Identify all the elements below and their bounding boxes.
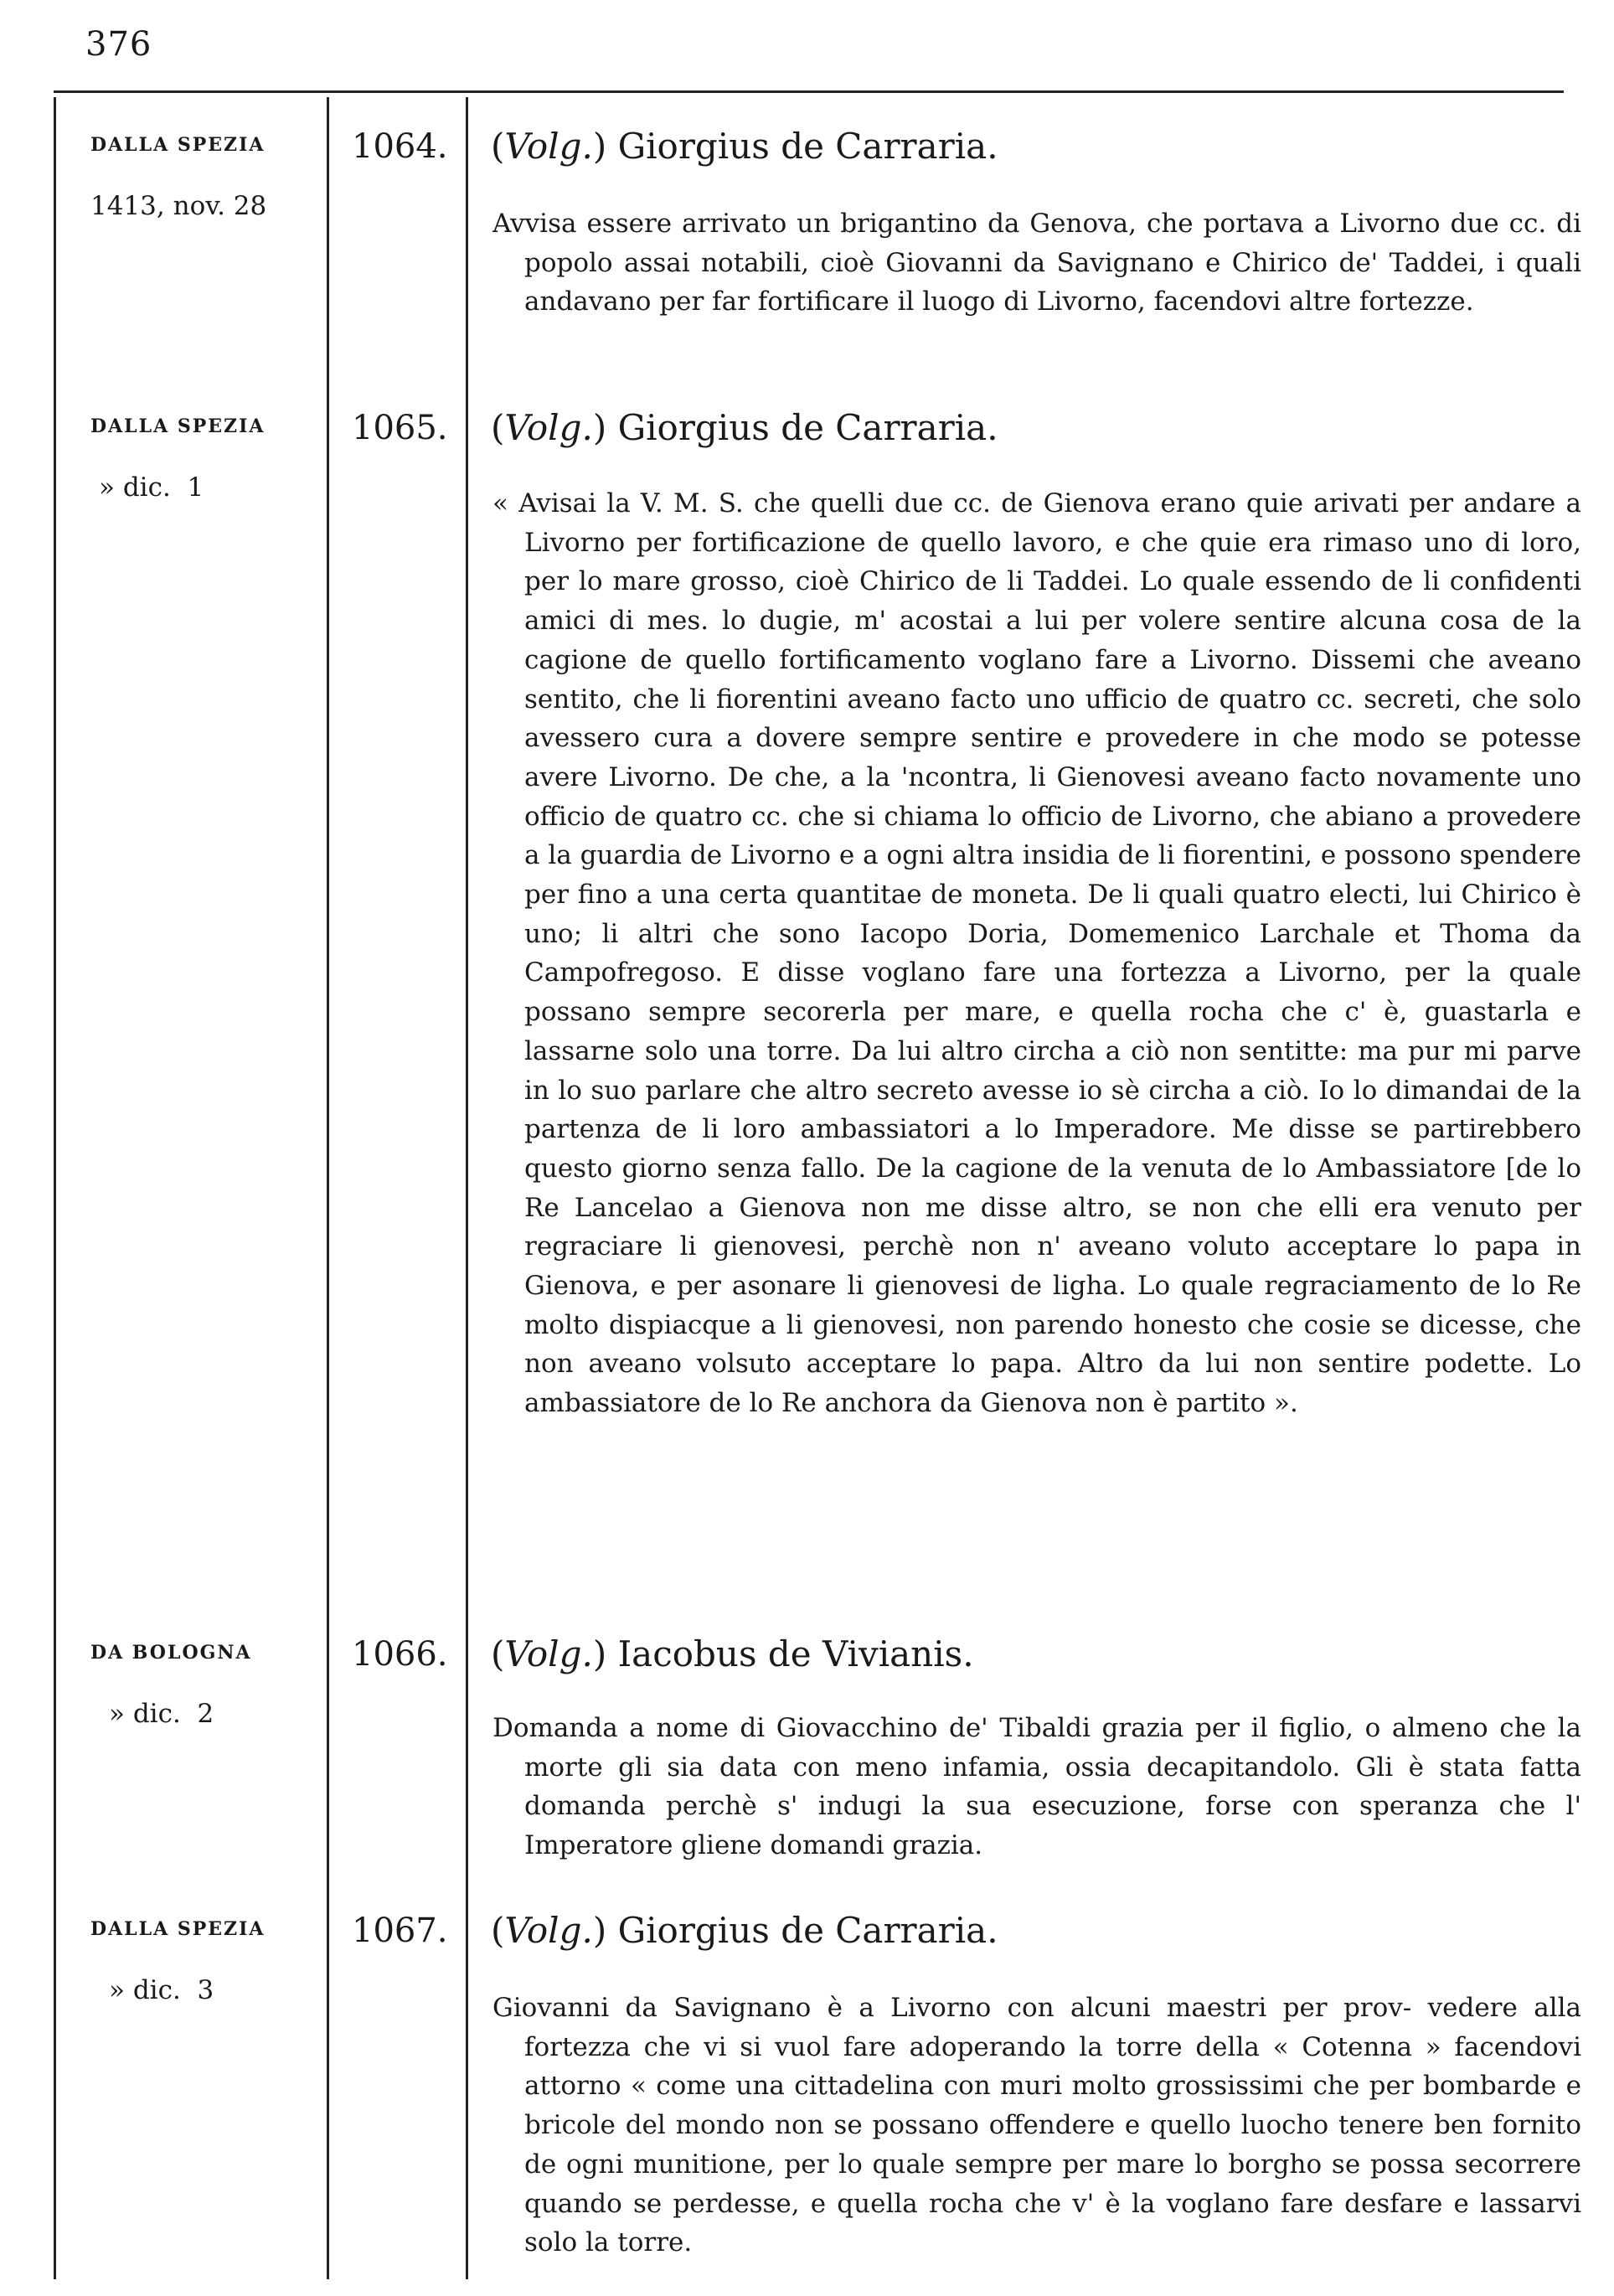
entry-date: 1413, nov. 28: [90, 191, 267, 221]
entry-summary: Domanda a nome di Giovacchino de' Tibaldi grazia per il figlio, o almeno che la morte gli sia data con meno infamia, ossia decapitandolo. Gli è stata fatta domanda perchè s' indugi la sua esecuzione, forse con speranza che l' Imperatore gliene domandi grazia.: [492, 1713, 1581, 1861]
entry-number: 1064.: [352, 127, 448, 166]
entry-origin: DALLA SPEZIA: [90, 415, 266, 437]
entry-heading: (Volg.) Iacobus de Vivianis.: [491, 1633, 974, 1674]
entry-number: 1066.: [352, 1635, 448, 1674]
entry-origin: DALLA SPEZIA: [90, 134, 266, 156]
column-divider-number: [466, 97, 468, 2279]
entry-heading: (Volg.) Giorgius de Carraria.: [491, 1910, 998, 1951]
top-rule: [54, 90, 1564, 93]
entry-author: Giorgius de Carraria.: [617, 126, 998, 167]
entry-heading: (Volg.) Giorgius de Carraria.: [491, 407, 998, 448]
entry-origin: DA BOLOGNA: [90, 1642, 252, 1664]
volg-abbreviation: Volg.: [504, 1910, 593, 1951]
entry-author: Iacobus de Vivianis.: [617, 1633, 974, 1674]
entry-author: Giorgius de Carraria.: [617, 407, 998, 448]
column-divider-date: [327, 97, 329, 2279]
entry-number: 1067.: [352, 1912, 448, 1950]
volg-abbreviation: Volg.: [504, 126, 593, 167]
volg-abbreviation: Volg.: [504, 407, 593, 448]
entry-summary: Avvisa essere arrivato un brigantino da Genova, che portava a Livorno due cc. di popolo assai notabili, cioè Giovanni da Savignano e Chirico de' Taddei, i quali andavano per far fortificare il luogo di Livorno, facendovi altre fortezze.: [492, 209, 1581, 317]
entry-date: » dic. 1: [99, 472, 204, 503]
entry-origin: DALLA SPEZIA: [90, 1918, 266, 1940]
left-border-line: [54, 97, 56, 2279]
volg-abbreviation: Volg.: [504, 1633, 593, 1674]
entry-number: 1065.: [352, 409, 448, 447]
entry-heading: (Volg.) Giorgius de Carraria.: [491, 126, 998, 167]
entry-summary: Giovanni da Savignano è a Livorno con alcuni maestri per prov- vedere alla fortezza che vi si vuol fare adoperando la torre della « Cotenna » facendovi attorno « come una cittadelina con muri molto grossissimi che per bombarde e bricole del mondo non se possano offendere e quello luocho tenere ben fornito de ogni munitione, per lo quale sempre per mare lo borgho se possa secorrere quando se perdesse, e quella rocha che v' è la voglano fare desfare e lassarvi solo la torre.: [492, 1993, 1581, 2258]
entry-date: » dic. 3: [109, 1975, 214, 2005]
entry-author: Giorgius de Carraria.: [617, 1910, 998, 1951]
page-number: 376: [85, 25, 152, 64]
entry-letter-text: « Avisai la V. M. S. che quelli due cc. de Gienova erano quie arivati per andare a Livorno per fortificazione de quello lavoro, e che quie era rimaso uno di loro, per lo mare grosso, cioè Chirico de li Taddei. Lo quale essendo de li confidenti amici di mes. lo dugie, m' acostai a lui per volere sentire alcuna cosa de la cagione de quello fortificamento voglano fare a Livorno. Dissemi che aveano sentito, che li fiorentini aveano facto uno ufficio de quatro cc. secreti, che solo avessero cura a dovere sempre sentire e provedere in che modo se potesse avere Livorno. De che, a la 'ncontra, li Gienovesi aveano facto novamente uno officio de quatro cc. che si chiama lo officio de Livorno, che abiano a provedere a la guardia de Livorno e a ogni altra insidia de li fiorentini, e possono spendere per fino a una certa quantitae de moneta. De li quali quatro electi, lui Chirico è uno; li altri che sono Iacopo Doria, Domemenico Larchale et Thoma da Campofregoso. E disse voglano fare una fortezza a Livorno, per la quale possano sempre secorerla per mare, e quella rocha che c' è, guastarla e lassarne solo una torre. Da lui altro circha a ciò non sentitte: ma pur mi parve in lo suo parlare che altro secreto avesse io sè circha a ciò. Io lo dimandai de la partenza de li loro ambassiatori a lo Imperadore. Me disse se partirebbero questo giorno senza fallo. De la cagione de la venuta de lo Ambassiatore [de lo Re Lancelao a Gienova non me disse altro, se non che elli era venuto per regraciare li gienovesi, perchè non n' aveano voluto acceptare lo papa in Gienova, e per asonare li gienovesi de ligha. Lo quale regraciamento de lo Re molto dispiacque a li gienovesi, non parendo honesto che cosie se dicesse, che non aveano volsuto acceptare lo papa. Altro da lui non sentire podette. Lo ambassiatore de lo Re anchora da Gienova non è partito ».: [492, 488, 1581, 1419]
entry-date: » dic. 2: [109, 1699, 214, 1729]
